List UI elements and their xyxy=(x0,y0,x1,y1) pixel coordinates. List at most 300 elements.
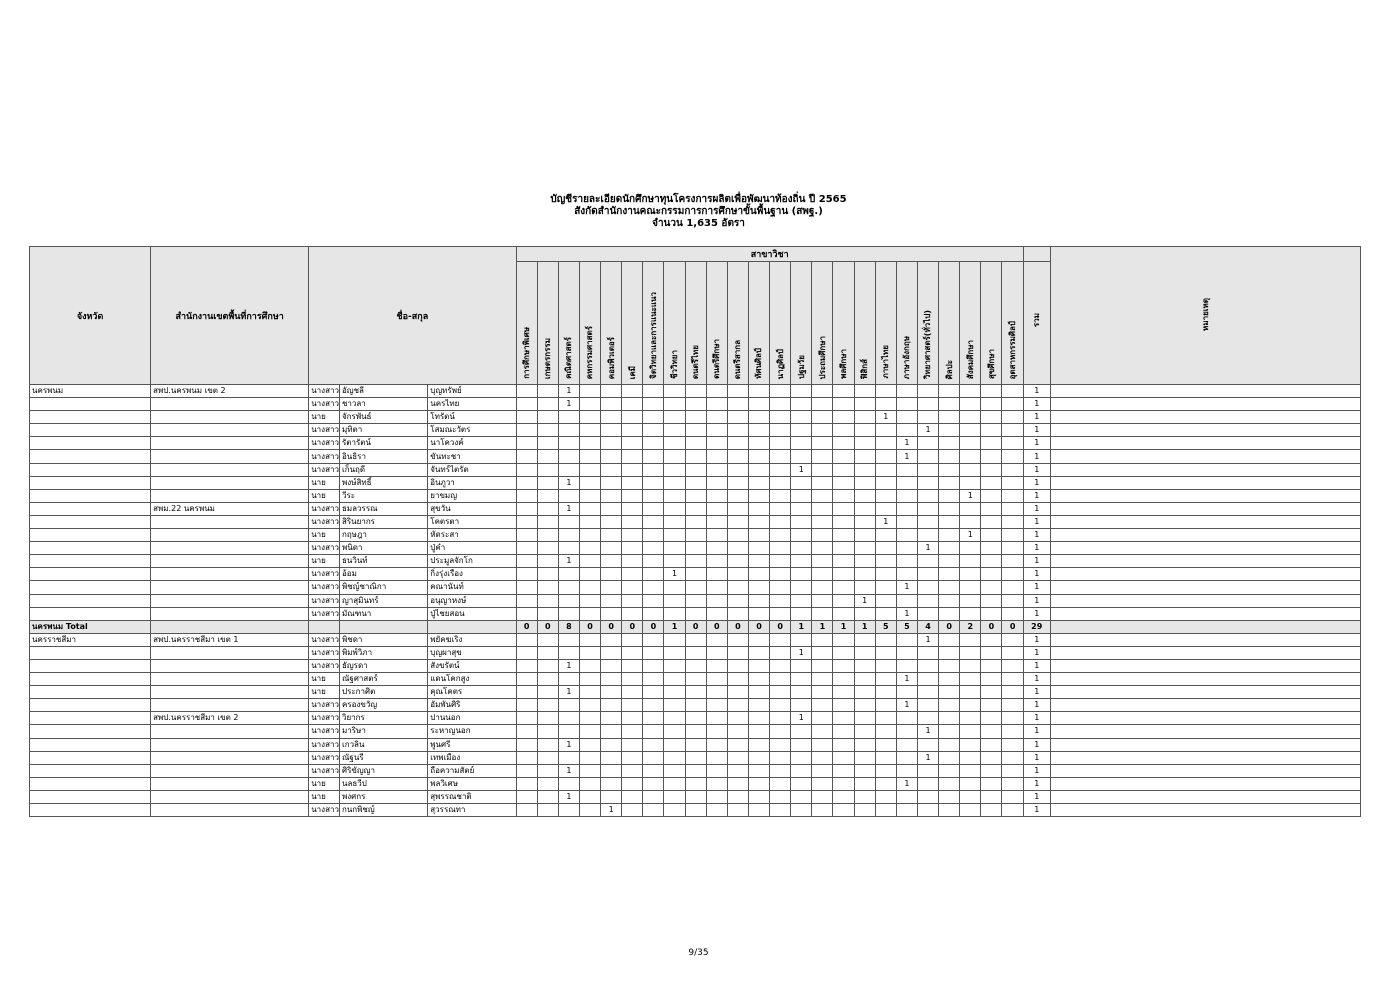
subject-cell xyxy=(727,699,748,712)
subject-cell xyxy=(917,699,938,712)
subject-cell xyxy=(812,633,833,646)
subject-cell xyxy=(960,633,981,646)
remark-cell xyxy=(1050,751,1360,764)
office-cell: สพม.22 นครพนม xyxy=(151,502,309,515)
subject-cell xyxy=(601,686,622,699)
subject-cell xyxy=(727,686,748,699)
subject-cell xyxy=(537,411,558,424)
header-subject-label: พลศึกษา xyxy=(838,349,848,379)
office-cell xyxy=(151,568,309,581)
header-subject xyxy=(664,262,685,385)
subject-cell xyxy=(917,686,938,699)
subject-cell xyxy=(939,476,960,489)
office-cell xyxy=(151,476,309,489)
office-cell xyxy=(151,450,309,463)
subject-cell xyxy=(516,790,537,803)
subject-cell xyxy=(643,633,664,646)
subject-cell xyxy=(833,594,854,607)
subject-total-cell: 0 xyxy=(579,620,600,633)
subject-cell xyxy=(748,725,769,738)
subject-cell xyxy=(579,385,600,398)
subject-cell xyxy=(622,515,643,528)
subject-cell xyxy=(558,712,579,725)
subject-cell xyxy=(854,476,875,489)
subject-cell xyxy=(643,515,664,528)
remark-cell xyxy=(1050,581,1360,594)
prefix-cell: นางสาว xyxy=(309,385,340,398)
last-name-cell: สุขวัน xyxy=(428,502,516,515)
subject-cell xyxy=(939,659,960,672)
subject-cell xyxy=(558,450,579,463)
subject-cell xyxy=(812,411,833,424)
subject-cell: 1 xyxy=(917,633,938,646)
subject-cell xyxy=(664,712,685,725)
first-name-cell: เก็นฤดี xyxy=(339,463,427,476)
table-row xyxy=(30,424,1361,437)
subject-cell xyxy=(516,804,537,817)
first-name-cell: มาริษา xyxy=(339,725,427,738)
subject-cell xyxy=(685,489,706,502)
row-total-cell: 1 xyxy=(1023,777,1050,790)
header-subject-label: ดนตรีศึกษา xyxy=(712,339,722,379)
subject-cell xyxy=(833,515,854,528)
province-cell xyxy=(30,529,151,542)
last-name-cell: ประมูลจักโก xyxy=(428,555,516,568)
province-cell: นครราชสีมา xyxy=(30,633,151,646)
row-total-cell: 1 xyxy=(1023,515,1050,528)
subject-total-cell: 4 xyxy=(917,620,938,633)
subject-cell xyxy=(664,529,685,542)
subject-cell xyxy=(770,398,791,411)
subject-cell xyxy=(875,777,896,790)
subject-cell: 1 xyxy=(896,581,917,594)
subject-cell xyxy=(537,385,558,398)
subject-cell xyxy=(833,463,854,476)
first-name-cell: สิรินยากร xyxy=(339,515,427,528)
table-row xyxy=(30,594,1361,607)
prefix-cell: นางสาว xyxy=(309,751,340,764)
last-name-cell: คุณโคตร xyxy=(428,686,516,699)
subject-cell xyxy=(748,607,769,620)
subject-cell xyxy=(854,515,875,528)
subject-cell xyxy=(791,607,812,620)
remark-cell xyxy=(1050,804,1360,817)
subject-cell xyxy=(854,489,875,502)
first-name-cell: จักรพันธ์ xyxy=(339,411,427,424)
subject-cell xyxy=(706,699,727,712)
subject-cell xyxy=(601,424,622,437)
header-subject-label: วิทยาศาสตร์(ทั่วไป) xyxy=(923,309,933,379)
subject-cell xyxy=(516,515,537,528)
subject-cell xyxy=(516,607,537,620)
subject-total-cell: 1 xyxy=(664,620,685,633)
subject-cell xyxy=(960,764,981,777)
subject-cell xyxy=(770,542,791,555)
remark-cell xyxy=(1050,607,1360,620)
subject-cell xyxy=(1002,790,1023,803)
row-total-cell: 1 xyxy=(1023,764,1050,777)
subject-cell xyxy=(622,659,643,672)
subject-cell xyxy=(622,686,643,699)
subject-cell xyxy=(981,804,1002,817)
province-cell xyxy=(30,450,151,463)
header-subject xyxy=(579,262,600,385)
last-name-cell: บุญทรัพย์ xyxy=(428,385,516,398)
subject-cell xyxy=(706,424,727,437)
header-subject xyxy=(960,262,981,385)
subject-cell xyxy=(791,450,812,463)
remark-cell xyxy=(1050,659,1360,672)
subject-cell xyxy=(770,777,791,790)
subject-cell xyxy=(685,581,706,594)
subject-cell xyxy=(854,725,875,738)
subject-cell xyxy=(770,659,791,672)
subject-cell xyxy=(896,633,917,646)
subject-cell xyxy=(537,751,558,764)
subject-cell xyxy=(706,398,727,411)
prefix-cell: นางสาว xyxy=(309,804,340,817)
subject-cell xyxy=(643,568,664,581)
subject-cell xyxy=(685,502,706,515)
subject-cell xyxy=(854,437,875,450)
remark-cell xyxy=(1050,725,1360,738)
subject-cell xyxy=(748,542,769,555)
subject-cell xyxy=(579,463,600,476)
table-row xyxy=(30,699,1361,712)
subject-cell xyxy=(770,673,791,686)
subject-cell xyxy=(685,542,706,555)
last-name-cell: ถือความสัตย์ xyxy=(428,764,516,777)
subject-cell xyxy=(770,594,791,607)
prefix-cell: นางสาว xyxy=(309,515,340,528)
last-name-cell: พูนศรี xyxy=(428,738,516,751)
subject-cell xyxy=(727,489,748,502)
subject-cell xyxy=(622,738,643,751)
subject-cell: 1 xyxy=(558,738,579,751)
subject-cell xyxy=(706,725,727,738)
header-total-label: รวม xyxy=(1032,312,1042,328)
subject-cell xyxy=(748,659,769,672)
subject-cell xyxy=(875,712,896,725)
subject-cell xyxy=(770,699,791,712)
remark-cell xyxy=(1050,673,1360,686)
subject-cell xyxy=(727,529,748,542)
subject-cell xyxy=(960,699,981,712)
subject-cell xyxy=(854,738,875,751)
subject-cell xyxy=(896,646,917,659)
subject-cell xyxy=(685,659,706,672)
subject-cell xyxy=(748,529,769,542)
subject-cell xyxy=(875,450,896,463)
remark-cell xyxy=(1050,764,1360,777)
subject-cell xyxy=(601,502,622,515)
subject-cell xyxy=(748,738,769,751)
last-name-cell: สุพรรณชาติ xyxy=(428,790,516,803)
subject-cell xyxy=(748,463,769,476)
subject-cell xyxy=(812,463,833,476)
table-row xyxy=(30,385,1361,398)
subject-cell xyxy=(748,594,769,607)
subject-cell xyxy=(854,699,875,712)
subject-cell xyxy=(706,476,727,489)
subject-cell xyxy=(939,633,960,646)
subject-total-cell: 0 xyxy=(981,620,1002,633)
subject-cell xyxy=(917,476,938,489)
subject-cell xyxy=(791,751,812,764)
subject-cell xyxy=(558,699,579,712)
subject-cell xyxy=(960,450,981,463)
header-subject xyxy=(939,262,960,385)
prefix-cell: นาย xyxy=(309,529,340,542)
subject-cell xyxy=(917,581,938,594)
subject-cell xyxy=(706,411,727,424)
subject-cell xyxy=(516,437,537,450)
subject-cell xyxy=(917,673,938,686)
subject-cell xyxy=(685,476,706,489)
province-cell xyxy=(30,476,151,489)
subject-cell xyxy=(960,424,981,437)
subject-total-cell: 0 xyxy=(537,620,558,633)
subject-cell xyxy=(516,542,537,555)
subject-cell xyxy=(706,555,727,568)
subject-cell xyxy=(917,463,938,476)
subject-cell xyxy=(685,594,706,607)
header-subject xyxy=(791,262,812,385)
last-name-cell: สังขรัตน์ xyxy=(428,659,516,672)
subject-cell xyxy=(579,398,600,411)
subject-cell xyxy=(643,424,664,437)
last-name-cell: ปานนอก xyxy=(428,712,516,725)
row-total-cell: 1 xyxy=(1023,489,1050,502)
subject-cell xyxy=(875,437,896,450)
subject-cell xyxy=(981,659,1002,672)
subject-cell xyxy=(896,686,917,699)
office-cell xyxy=(151,463,309,476)
table-row xyxy=(30,529,1361,542)
row-total-cell: 1 xyxy=(1023,424,1050,437)
subject-cell xyxy=(770,607,791,620)
subject-cell xyxy=(833,568,854,581)
subject-cell xyxy=(558,633,579,646)
subject-cell xyxy=(727,764,748,777)
subject-cell xyxy=(537,686,558,699)
subject-cell xyxy=(643,581,664,594)
subject-cell xyxy=(516,594,537,607)
subject-cell xyxy=(770,529,791,542)
prefix-cell: นางสาว xyxy=(309,437,340,450)
subject-cell xyxy=(770,712,791,725)
office-cell xyxy=(151,529,309,542)
subject-cell xyxy=(896,725,917,738)
first-name-cell: พงศกร xyxy=(339,790,427,803)
subject-cell xyxy=(664,555,685,568)
header-subject-label: ฟิสิกส์ xyxy=(860,358,870,379)
subject-cell xyxy=(791,568,812,581)
subject-total-cell: 8 xyxy=(558,620,579,633)
first-name-cell: ณัฐนรี xyxy=(339,751,427,764)
subject-cell xyxy=(917,738,938,751)
subject-cell xyxy=(875,463,896,476)
subject-cell xyxy=(685,411,706,424)
subject-cell xyxy=(981,476,1002,489)
prefix-cell: นาย xyxy=(309,777,340,790)
remark-cell xyxy=(1050,502,1360,515)
subject-total-cell: 0 xyxy=(939,620,960,633)
subject-cell xyxy=(917,529,938,542)
subject-cell xyxy=(727,437,748,450)
subject-cell xyxy=(812,594,833,607)
subject-cell xyxy=(896,502,917,515)
subject-cell xyxy=(558,594,579,607)
subject-cell xyxy=(917,385,938,398)
subject-cell xyxy=(558,424,579,437)
subject-cell xyxy=(664,476,685,489)
first-name-cell: พิมพ์วิภา xyxy=(339,646,427,659)
header-subject xyxy=(516,262,537,385)
last-name-cell: กิ่งรุ่งเรือง xyxy=(428,568,516,581)
subject-cell xyxy=(622,607,643,620)
subject-cell xyxy=(812,515,833,528)
subject-cell xyxy=(939,489,960,502)
subject-cell xyxy=(622,476,643,489)
subject-cell xyxy=(896,476,917,489)
subject-cell xyxy=(770,424,791,437)
subject-cell xyxy=(875,751,896,764)
subject-cell xyxy=(727,790,748,803)
last-name-cell: คณานันท์ xyxy=(428,581,516,594)
subject-cell xyxy=(579,542,600,555)
subject-cell xyxy=(939,463,960,476)
province-cell xyxy=(30,673,151,686)
subject-cell xyxy=(812,712,833,725)
subject-cell xyxy=(981,398,1002,411)
subject-cell xyxy=(685,686,706,699)
subject-cell xyxy=(875,673,896,686)
subject-cell xyxy=(939,751,960,764)
header-subject xyxy=(917,262,938,385)
subject-cell xyxy=(706,764,727,777)
subject-cell xyxy=(516,489,537,502)
subject-cell xyxy=(727,777,748,790)
subject-cell xyxy=(579,411,600,424)
office-cell xyxy=(151,581,309,594)
subject-cell xyxy=(960,398,981,411)
subject-cell xyxy=(558,607,579,620)
subject-cell xyxy=(622,542,643,555)
subject-cell: 1 xyxy=(558,385,579,398)
subject-total-cell: 1 xyxy=(854,620,875,633)
last-name-cell xyxy=(428,620,516,633)
subject-cell xyxy=(1002,515,1023,528)
subject-cell xyxy=(748,581,769,594)
table-row xyxy=(30,633,1361,646)
subject-cell xyxy=(748,686,769,699)
header-subject xyxy=(896,262,917,385)
subject-cell xyxy=(939,673,960,686)
subject-cell: 1 xyxy=(896,607,917,620)
row-total-cell: 1 xyxy=(1023,568,1050,581)
table-row xyxy=(30,502,1361,515)
prefix-cell: นาย xyxy=(309,476,340,489)
subject-cell xyxy=(812,542,833,555)
subject-cell xyxy=(664,450,685,463)
subject-cell: 1 xyxy=(791,463,812,476)
subject-cell xyxy=(1002,646,1023,659)
subject-cell xyxy=(516,398,537,411)
row-total-cell: 1 xyxy=(1023,476,1050,489)
first-name-cell: พิชญ์ชาณิกา xyxy=(339,581,427,594)
office-cell xyxy=(151,398,309,411)
subject-cell xyxy=(896,489,917,502)
office-cell: สพป.นครราชสีมา เขต 1 xyxy=(151,633,309,646)
subject-cell xyxy=(939,699,960,712)
province-cell xyxy=(30,659,151,672)
subject-cell xyxy=(770,476,791,489)
subject-cell xyxy=(664,659,685,672)
subject-cell xyxy=(875,424,896,437)
subject-cell xyxy=(685,529,706,542)
prefix-cell: นางสาว xyxy=(309,398,340,411)
province-cell xyxy=(30,437,151,450)
subject-cell xyxy=(558,463,579,476)
subject-cell xyxy=(516,633,537,646)
subject-cell xyxy=(622,555,643,568)
subject-cell xyxy=(643,594,664,607)
header-name: ชื่อ-สกุล xyxy=(309,247,516,385)
subject-cell xyxy=(981,437,1002,450)
subject-cell xyxy=(622,398,643,411)
subject-cell xyxy=(1002,633,1023,646)
subject-cell xyxy=(854,764,875,777)
subject-cell xyxy=(791,515,812,528)
subject-cell xyxy=(537,712,558,725)
table-row xyxy=(30,555,1361,568)
subject-cell xyxy=(854,568,875,581)
subject-cell xyxy=(812,659,833,672)
subject-cell xyxy=(601,398,622,411)
subject-cell xyxy=(601,646,622,659)
subject-cell xyxy=(664,515,685,528)
header-subject-label: ชีววิทยา xyxy=(669,350,679,379)
row-total-cell: 1 xyxy=(1023,463,1050,476)
last-name-cell: ระหาญนอก xyxy=(428,725,516,738)
subject-cell xyxy=(1002,607,1023,620)
subject-cell xyxy=(706,542,727,555)
last-name-cell: อัมพันศิริ xyxy=(428,699,516,712)
subject-cell xyxy=(601,581,622,594)
subject-cell xyxy=(833,686,854,699)
first-name-cell: มัณฑนา xyxy=(339,607,427,620)
subject-cell xyxy=(770,502,791,515)
subject-cell xyxy=(643,411,664,424)
prefix-cell: นางสาว xyxy=(309,712,340,725)
header-subject-group: สาขาวิชา xyxy=(516,247,1023,262)
subject-cell xyxy=(791,673,812,686)
subject-cell xyxy=(516,646,537,659)
subject-cell xyxy=(516,699,537,712)
subject-cell: 1 xyxy=(558,764,579,777)
subject-cell xyxy=(622,790,643,803)
table-row xyxy=(30,411,1361,424)
subject-cell xyxy=(664,751,685,764)
last-name-cell: หัดระสา xyxy=(428,529,516,542)
subject-cell xyxy=(601,725,622,738)
subject-cell xyxy=(622,489,643,502)
remark-cell xyxy=(1050,633,1360,646)
subject-cell xyxy=(643,489,664,502)
subject-cell xyxy=(516,764,537,777)
subject-cell xyxy=(601,555,622,568)
